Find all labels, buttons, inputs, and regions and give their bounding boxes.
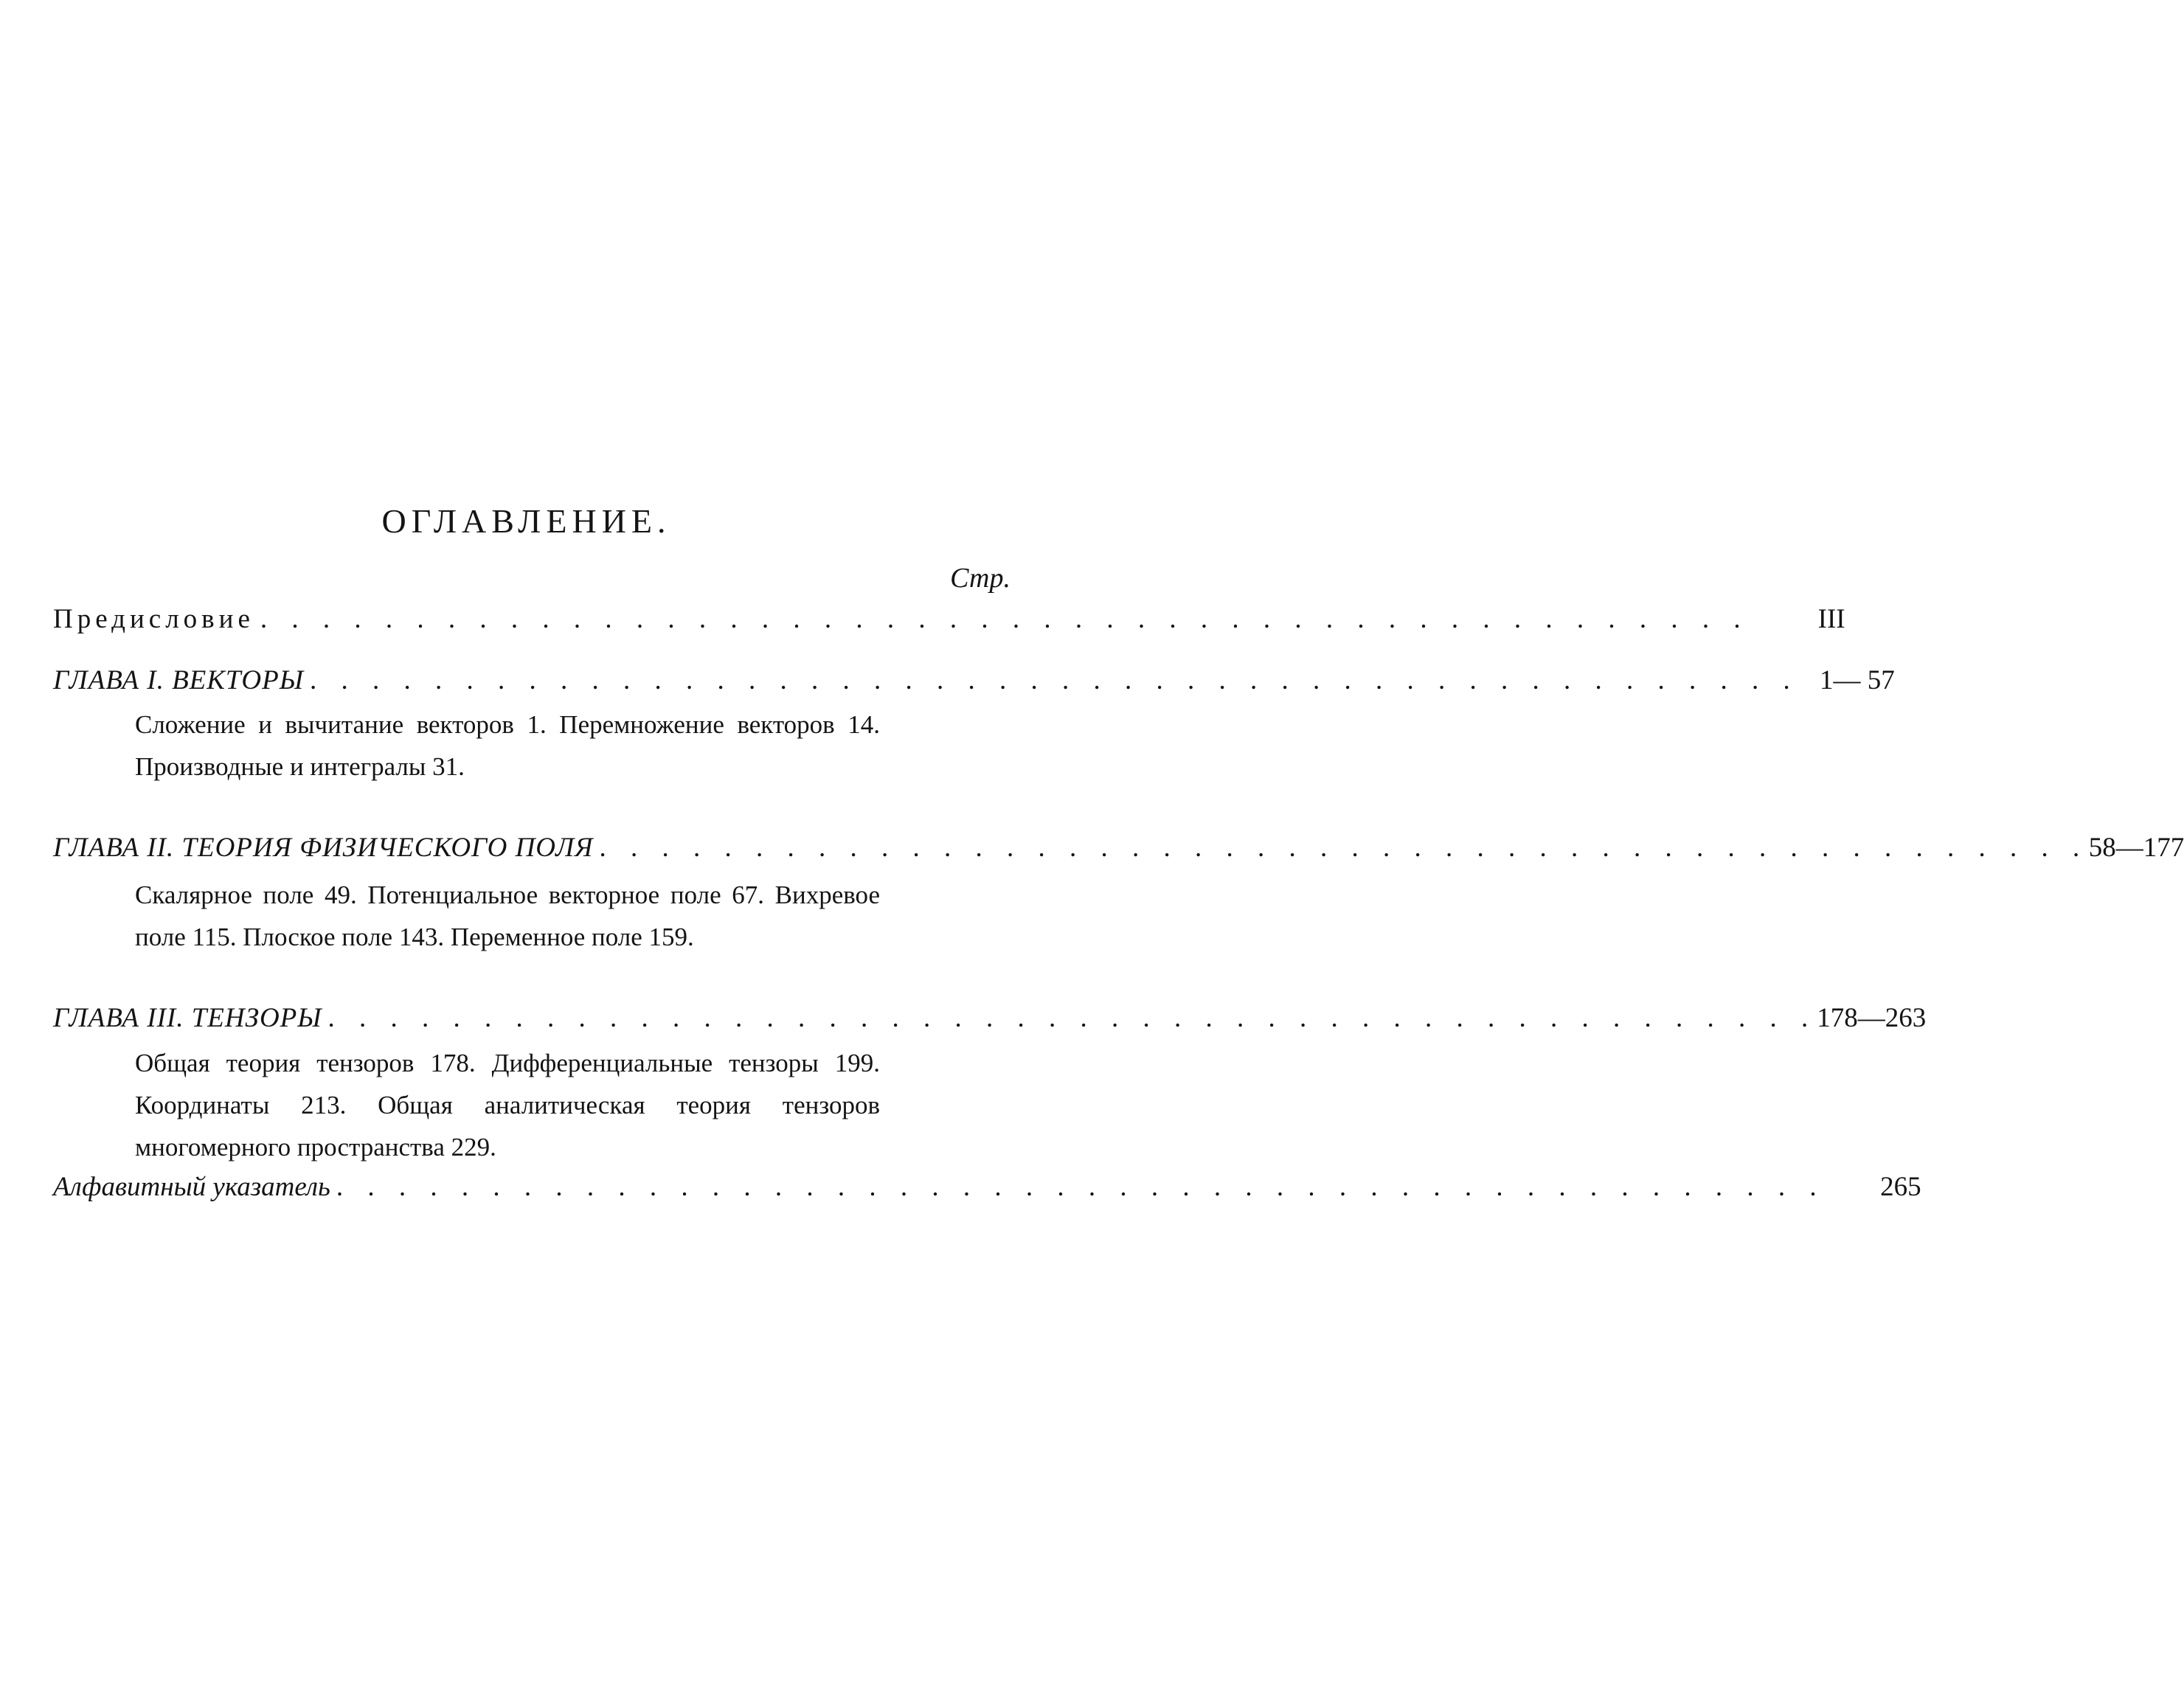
toc-entry-index[interactable]	[53, 1169, 1921, 1206]
chapter-description: Скалярное поле 49. Потенциальное векторное поле 67. Вихревое поле 115. Плоское поле 143. Переменное поле 159.	[135, 881, 880, 951]
chapter-description: Сложение и вычитание векторов 1. Перемножение векторов 14. Производные и интегралы 31.	[135, 710, 880, 781]
toc-entry-label: Алфавитный указатель	[53, 1172, 330, 1202]
chapter-pages: 1— 57	[1820, 665, 1895, 695]
chapter-pages: 58—177	[2088, 833, 2184, 863]
leader-dots: . . . . . . . . . . . . . . . . . . . . . . . . . . . . . . . . . . . . . . . . . . . . . . . .	[260, 604, 1750, 634]
toc-entry-pages: III	[1817, 604, 1845, 634]
leader-dots: . . . . . . . . . . . . . . . . . . . . . . . . . . . . . . . . . . . . . . . . . . . . . . . .	[336, 1172, 1826, 1202]
chapter-pages: 178—263	[1817, 1003, 1927, 1033]
chapter-title: ГЛАВА I. ВЕКТОРЫ	[53, 665, 305, 695]
leader-dots: . . . . . . . . . . . . . . . . . . . . . . . . . . . . . . . . . . . . . . . . . . . . . . . .	[599, 833, 2089, 863]
page-column-label: Стр.	[950, 563, 1010, 594]
toc-entry-chapter-3[interactable]	[53, 1000, 1927, 1037]
leader-dots: . . . . . . . . . . . . . . . . . . . . . . . . . . . . . . . . . . . . . . . . . . . . . . . .	[310, 665, 1799, 695]
chapter-title: ГЛАВА II. ТЕОРИЯ ФИЗИЧЕСКОГО ПОЛЯ	[53, 833, 594, 863]
toc-entry-chapter-1[interactable]	[53, 662, 1895, 699]
chapter-title: ГЛАВА III. ТЕНЗОРЫ	[53, 1003, 322, 1033]
leader-dots: . . . . . . . . . . . . . . . . . . . . . . . . . . . . . . . . . . . . . . . . . . . . . . . .	[327, 1003, 1817, 1033]
toc-entry-pages: 265	[1880, 1172, 1921, 1202]
toc-title: ОГЛАВЛЕНИЕ.	[381, 502, 671, 540]
toc-entry-chapter-2[interactable]	[53, 830, 2184, 867]
toc-entry-preface[interactable]	[53, 601, 1845, 638]
toc-entry-label: Предисловие	[53, 604, 254, 634]
chapter-description: Общая теория тензоров 178. Дифференциальные тензоры 199. Координаты 213. Общая аналитическая теория тензоров многомерного пространства 229.	[135, 1049, 880, 1161]
